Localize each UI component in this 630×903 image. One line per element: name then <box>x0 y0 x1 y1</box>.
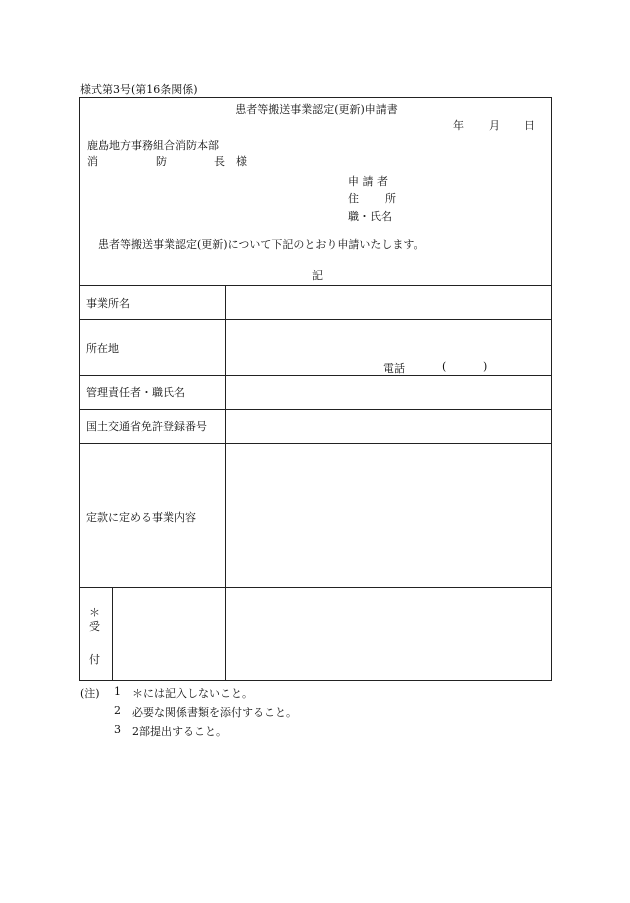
column-divider <box>225 285 226 680</box>
form-title: 患者等搬送事業認定(更新)申請書 <box>235 103 398 116</box>
phone-close-paren: ) <box>483 360 488 373</box>
addressee-char-4: 様 <box>236 155 247 168</box>
receipt-divider <box>112 587 113 680</box>
addressee-org: 鹿島地方事務組合消防本部 <box>87 139 219 152</box>
addressee-char-1: 消 <box>87 155 98 168</box>
phone-label: 電話 <box>383 362 405 375</box>
application-form <box>79 97 552 681</box>
divider-2 <box>80 319 551 320</box>
note-2-text: 必要な関係書類を添付すること。 <box>132 706 297 719</box>
applicant-label: 申 請 者 <box>348 175 388 188</box>
receipt-star: ＊ <box>89 606 100 619</box>
request-text: 患者等搬送事業認定(更新)について下記のとおり申請いたします。 <box>98 238 425 251</box>
applicant-address-a: 住 <box>348 192 359 205</box>
date-day: 日 <box>524 119 535 132</box>
applicant-address-b: 所 <box>385 192 396 205</box>
note-3-number: 3 <box>114 723 121 736</box>
phone-open-paren: ( <box>442 360 447 373</box>
form-number: 様式第3号(第16条関係) <box>80 83 198 96</box>
note-3-text: 2部提出すること。 <box>132 725 227 738</box>
date-year: 年 <box>453 119 464 132</box>
note-1-text: ＊には記入しないこと。 <box>132 687 253 700</box>
date-month: 月 <box>489 119 500 132</box>
divider-1 <box>80 285 551 286</box>
business-label: 定款に定める事業内容 <box>86 511 196 524</box>
office-name-label: 事業所名 <box>86 297 130 310</box>
manager-label: 管理責任者・職氏名 <box>86 386 185 399</box>
applicant-title-name: 職・氏名 <box>348 210 392 223</box>
ki-label: 記 <box>312 269 323 282</box>
note-1-number: 1 <box>114 685 121 698</box>
divider-5 <box>80 443 551 444</box>
receipt-char-1: 受 <box>89 620 100 633</box>
receipt-char-2: 付 <box>89 653 100 666</box>
divider-6 <box>80 587 551 588</box>
divider-4 <box>80 409 551 410</box>
location-label: 所在地 <box>86 342 119 355</box>
mlit-number-label: 国土交通省免許登録番号 <box>86 420 207 433</box>
divider-3 <box>80 375 551 376</box>
note-2-number: 2 <box>114 704 121 717</box>
addressee-char-3: 長 <box>214 155 225 168</box>
addressee-char-2: 防 <box>156 155 167 168</box>
notes-prefix: (注) <box>80 687 100 700</box>
